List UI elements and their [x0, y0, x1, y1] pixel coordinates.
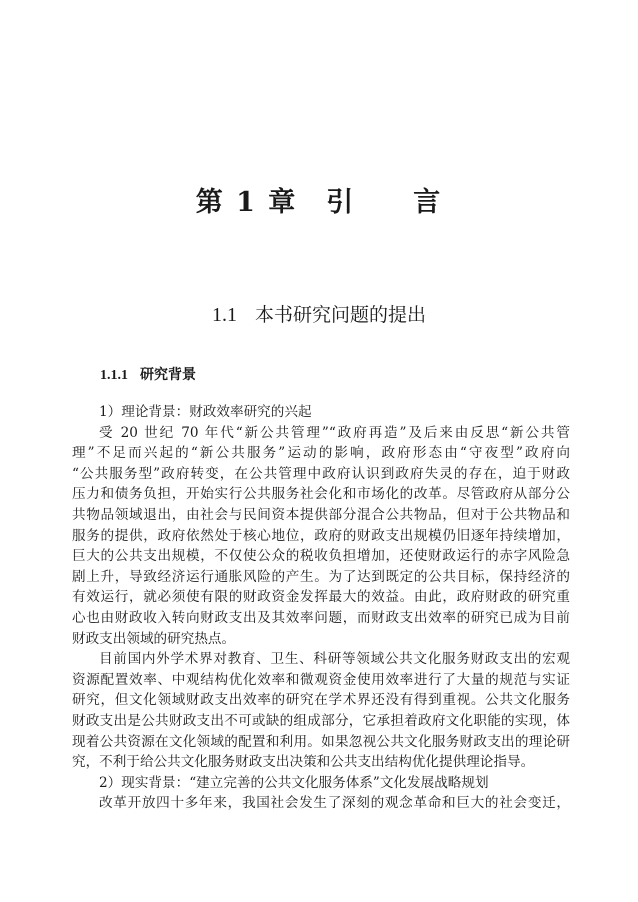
text-line: 2）现实背景：“建立完善的公共文化服务体系”文化发展战略规划	[99, 774, 489, 791]
text-line: 受 20 世纪 70 年代“新公共管理”“政府再造”及后来由反思“新公共管	[99, 424, 570, 441]
text-line: 巨大的公共支出规模，不仅使公众的税收负担增加，还使财政运行的赤字风险急	[72, 548, 570, 565]
subsection-title: 研究背景	[140, 367, 196, 383]
text-line: 现着公共资源在文化领域的配置和利用。如果忽视公共文化服务财政支出的理论研	[72, 733, 570, 750]
text-line: 改革开放四十多年来，我国社会发生了深刻的观念革命和巨大的社会变迁，	[99, 795, 570, 812]
section-number: 1.1	[211, 304, 237, 326]
text-line: 理”不足而兴起的“新公共服务”运动的影响，政府形态由“守夜型”政府向	[72, 445, 570, 462]
text-line: 剧上升，导致经济运行通胀风险的产生。为了达到既定的公共目标，保持经济的	[72, 568, 570, 585]
chapter-title: 第 1 章 引 言	[195, 187, 443, 218]
text-line: 目前国内外学术界对教育、卫生、科研等领域公共文化服务财政支出的宏观	[99, 651, 570, 668]
text-line: 有效运行，就必须使有限的财政资金发挥最大的效益。由此，政府财政的研究重	[72, 589, 570, 606]
text-line: 服务的提供，政府依然处于核心地位，政府的财政支出规模仍旧逐年持续增加，	[72, 527, 570, 544]
body-text	[72, 402, 570, 814]
text-line: 资源配置效率、中观结构优化效率和微观资金使用效率进行了大量的规范与实证	[72, 671, 570, 688]
text-line: 共物品领域退出，由社会与民间资本提供部分混合公共物品，但对于公共物品和	[72, 506, 570, 523]
text-line: “公共服务型”政府转变，在公共管理中政府认识到政府失灵的存在，迫于财政	[72, 465, 570, 482]
subsection-number: 1.1.1	[100, 368, 128, 383]
text-line: 财政支出领域的研究热点。	[72, 630, 236, 647]
text-line: 究，不利于给公共文化服务财政支出决策和公共支出结构优化提供理论指导。	[72, 754, 535, 771]
text-line: 1）理论背景：财政效率研究的兴起	[99, 404, 312, 420]
section-title: 本书研究问题的提出	[254, 304, 426, 326]
text-line: 心也由财政收入转向财政支出及其效率问题，而财政支出效率的研究已成为目前	[72, 609, 570, 626]
text-line: 研究，但文化领域财政支出效率的研究在学术界还没有得到重视。公共文化服务	[72, 692, 570, 709]
section-heading	[0, 300, 638, 327]
text-line: 财政支出是公共财政支出不可或缺的组成部分，它承担着政府文化职能的实现，体	[72, 712, 570, 729]
text-line: 压力和债务负担，开始实行公共服务社会化和市场化的改革。尽管政府从部分公	[72, 486, 570, 503]
subsection-heading	[100, 364, 196, 384]
